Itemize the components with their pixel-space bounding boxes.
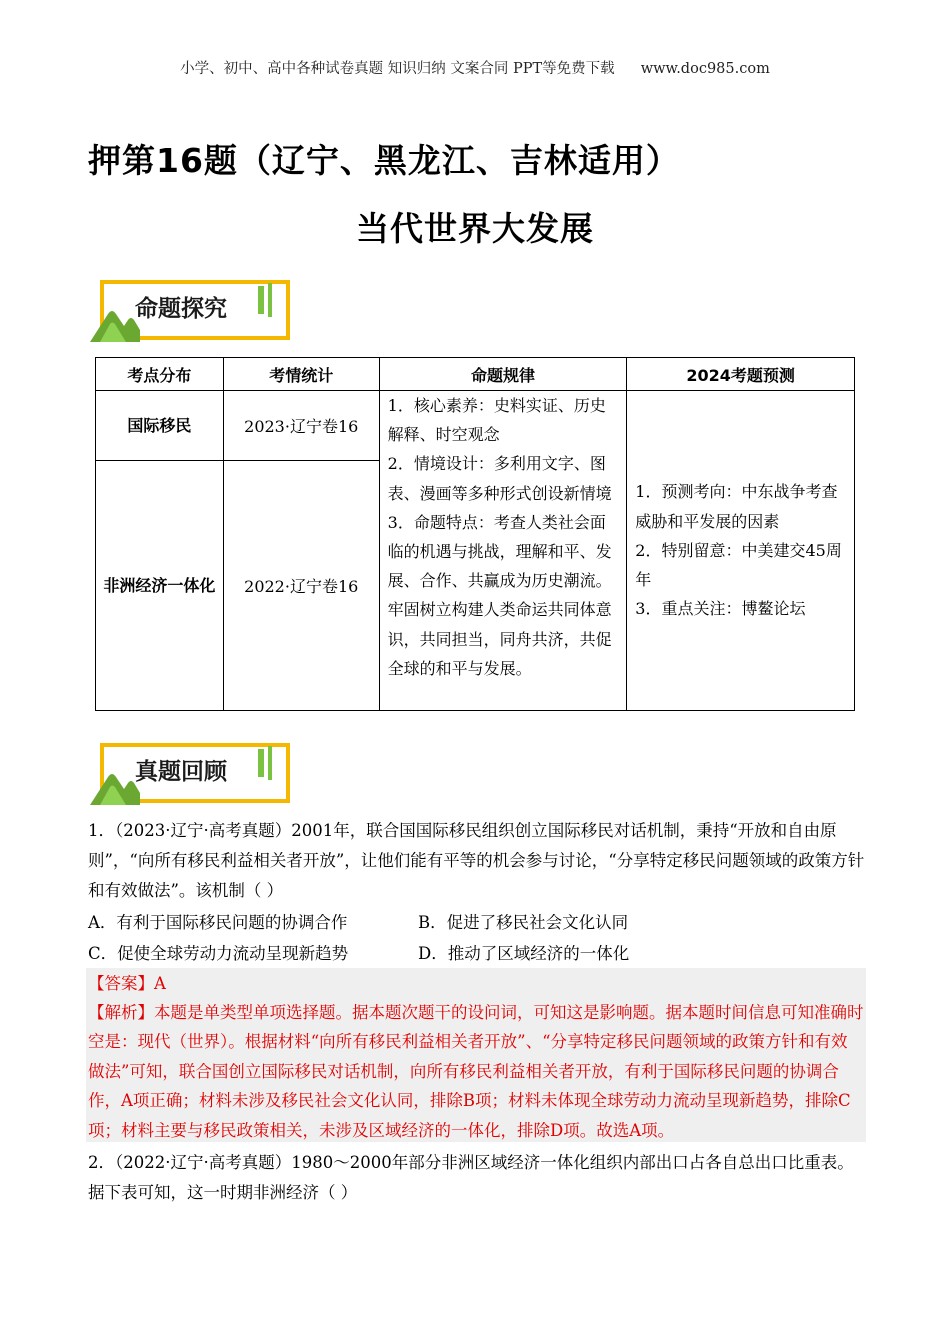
- question-2-stem: 2．（2022·辽宁·高考真题）1980～2000年部分非洲区域经济一体化组织内部出口占各自总出口比重表。据下表可知，这一时期非洲经济（ ）: [88, 1153, 854, 1202]
- header-text: 小学、初中、高中各种试卷真题 知识归纳 文案合同 PPT等免费下载: [180, 61, 615, 77]
- table-header: 考点分布: [96, 358, 224, 391]
- stat-cell: 2023·辽宁卷16: [223, 391, 379, 461]
- option-d[interactable]: D．推动了区域经济的一体化: [418, 944, 630, 963]
- header-url[interactable]: www.doc985.com: [640, 61, 770, 77]
- option-b[interactable]: B．促进了移民社会文化认同: [418, 913, 629, 932]
- section-title: 真题回顾: [135, 759, 227, 785]
- table-row: [96, 391, 855, 461]
- badge-accent-bar: [258, 749, 264, 777]
- rule-item: 3．命题特点：考查人类社会面临的机遇与挑战，理解和平、发展、合作、共赢成为历史潮流。牢固树立构建人类命运共同体意识，共同担当，同舟共济，共促全球的和平与发展。: [387, 512, 612, 678]
- stat-cell: 2022·辽宁卷16: [223, 461, 379, 711]
- prediction-item: 1．预测考向：中东战争考查威胁和平发展的因素: [635, 482, 838, 531]
- predictions-cell: [627, 391, 855, 711]
- section-badge-review: [90, 743, 290, 805]
- rule-item: 2．情境设计：多利用文字、图表、漫画等多种形式创设新情境: [387, 454, 612, 503]
- sub-title: 当代世界大发展: [356, 209, 594, 248]
- mountain-icon: [90, 302, 140, 342]
- section-title: 命题探究: [135, 296, 227, 322]
- option-c[interactable]: C．促使全球劳动力流动呈现新趋势: [88, 944, 349, 963]
- question-1-stem: 1．（2023·辽宁·高考真题）2001年，联合国国际移民组织创立国际移民对话机制，秉持“开放和自由原则”，“向所有移民利益相关者开放”，让他们能有平等的机会参与讨论，“分享特定移民问题领域的政策方针和有效做法”。该机制（ ）: [88, 821, 865, 900]
- analysis-text: 【解析】本题是单类型单项选择题。据本题次题干的设问词，可知这是影响题。据本题时间信息可知准确时空是：现代（世界）。根据材料“向所有移民利益相关者开放”、“分享特定移民问题领域的政策方针和有效做法”可知，联合国创立国际移民对话机制，向所有移民利益相关者开放，有利于国际移民问题的协调合作，A项正确；材料未涉及移民社会文化认同，排除B项；材料未体现全球劳动力流动呈现新趋势，排除C项；材料主要与移民政策相关，未涉及区域经济的一体化，排除D项。故选A项。: [88, 1003, 864, 1140]
- badge-accent-bar: [268, 746, 272, 780]
- prediction-item: 3．重点关注：博鳌论坛: [635, 599, 806, 619]
- rule-item: 1．核心素养：史料实证、历史解释、时空观念: [387, 396, 606, 445]
- topic-cell: 国际移民: [96, 391, 224, 461]
- badge-accent-bar: [258, 286, 264, 314]
- table-header: 命题规律: [379, 358, 627, 391]
- prediction-item: 2．特别留意：中美建交45周年: [635, 540, 842, 590]
- exam-analysis-table: [95, 357, 855, 711]
- main-title: 押第16题（辽宁、黑龙江、吉林适用）: [88, 141, 680, 180]
- topic-cell: 非洲经济一体化: [96, 461, 224, 711]
- page-header: [0, 57, 950, 78]
- badge-accent-bar: [268, 283, 272, 317]
- rules-cell: [379, 391, 627, 711]
- question-1-options: [88, 907, 868, 969]
- table-header: 2024考题预测: [627, 358, 855, 391]
- answer-line: 【答案】A: [88, 974, 166, 993]
- table-header: 考情统计: [223, 358, 379, 391]
- option-a[interactable]: A．有利于国际移民问题的协调合作: [88, 913, 348, 932]
- mountain-icon: [90, 765, 140, 805]
- table-header-row: [96, 358, 855, 391]
- section-badge-explore: [90, 280, 290, 342]
